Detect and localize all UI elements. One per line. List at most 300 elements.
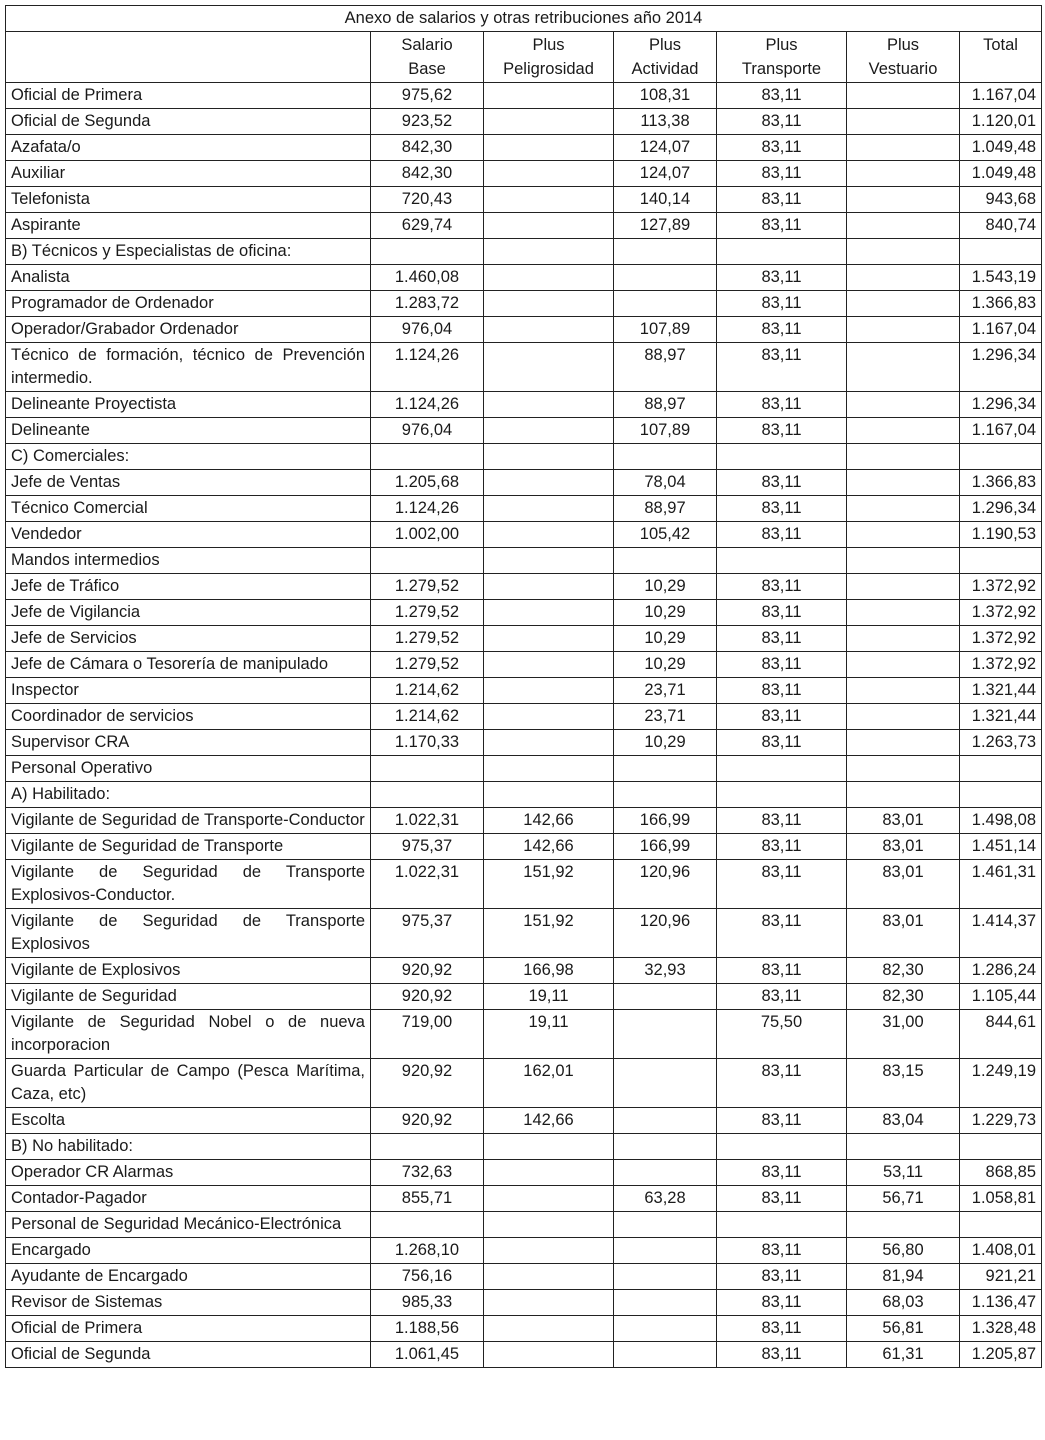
header-category: [6, 32, 371, 83]
salario-base-cell: 1.279,52: [371, 574, 484, 600]
section-row: [6, 548, 1042, 574]
plus-transporte-cell: 83,11: [717, 626, 847, 652]
category-cell: Vigilante de Seguridad: [6, 984, 371, 1010]
plus-vestuario-cell: 83,01: [847, 808, 960, 834]
plus-peligrosidad-cell: [484, 343, 614, 392]
plus-actividad-cell: 10,29: [614, 652, 717, 678]
total-cell: 1.249,19: [960, 1059, 1042, 1108]
plus-vestuario-cell: 56,81: [847, 1316, 960, 1342]
total-cell: 1.296,34: [960, 392, 1042, 418]
plus-vestuario-cell: [847, 109, 960, 135]
salario-base-cell: 720,43: [371, 187, 484, 213]
salario-base-cell: 842,30: [371, 135, 484, 161]
category-cell: Programador de Ordenador: [6, 291, 371, 317]
plus-transporte-cell: 83,11: [717, 213, 847, 239]
plus-transporte-cell: 83,11: [717, 470, 847, 496]
plus-transporte-cell: 83,11: [717, 496, 847, 522]
plus-peligrosidad-cell: [484, 1316, 614, 1342]
total-cell: 1.498,08: [960, 808, 1042, 834]
salario-base-cell: 920,92: [371, 984, 484, 1010]
table-row: [6, 1059, 1042, 1108]
category-cell: Revisor de Sistemas: [6, 1290, 371, 1316]
category-cell: Vigilante de Seguridad Nobel o de nueva incorporacion: [6, 1010, 371, 1059]
plus-peligrosidad-cell: [484, 496, 614, 522]
plus-vestuario-cell: 53,11: [847, 1160, 960, 1186]
plus-actividad-cell: [614, 782, 717, 808]
plus-transporte-cell: 83,11: [717, 652, 847, 678]
plus-peligrosidad-cell: [484, 1264, 614, 1290]
salario-base-cell: 1.022,31: [371, 860, 484, 909]
plus-transporte-cell: 83,11: [717, 909, 847, 958]
salario-base-cell: [371, 444, 484, 470]
plus-transporte-cell: 83,11: [717, 704, 847, 730]
total-cell: 1.058,81: [960, 1186, 1042, 1212]
salario-base-cell: [371, 548, 484, 574]
total-cell: 840,74: [960, 213, 1042, 239]
salario-base-cell: 1.124,26: [371, 392, 484, 418]
total-cell: [960, 548, 1042, 574]
table-row: [6, 109, 1042, 135]
category-cell: Vigilante de Seguridad de Transporte Explosivos: [6, 909, 371, 958]
plus-peligrosidad-cell: [484, 135, 614, 161]
plus-transporte-cell: 83,11: [717, 418, 847, 444]
salario-base-cell: 975,37: [371, 909, 484, 958]
table-row: [6, 392, 1042, 418]
plus-transporte-cell: 83,11: [717, 1342, 847, 1368]
plus-actividad-cell: 127,89: [614, 213, 717, 239]
plus-vestuario-cell: 82,30: [847, 984, 960, 1010]
plus-actividad-cell: 105,42: [614, 522, 717, 548]
salario-base-cell: [371, 1134, 484, 1160]
plus-transporte-cell: 83,11: [717, 1316, 847, 1342]
plus-peligrosidad-cell: [484, 626, 614, 652]
category-cell: Delineante: [6, 418, 371, 444]
table-row: [6, 1186, 1042, 1212]
section-label: Mandos intermedios: [6, 548, 371, 574]
section-label: Personal de Seguridad Mecánico-Electrónica: [6, 1212, 371, 1238]
plus-peligrosidad-cell: [484, 291, 614, 317]
plus-peligrosidad-cell: [484, 678, 614, 704]
plus-vestuario-cell: [847, 574, 960, 600]
plus-peligrosidad-cell: 151,92: [484, 860, 614, 909]
total-cell: 1.296,34: [960, 343, 1042, 392]
table-row: [6, 1264, 1042, 1290]
total-cell: [960, 1212, 1042, 1238]
table-row: [6, 135, 1042, 161]
salario-base-cell: 1.279,52: [371, 626, 484, 652]
plus-transporte-cell: 83,11: [717, 984, 847, 1010]
salario-base-cell: 629,74: [371, 213, 484, 239]
salario-base-cell: 1.022,31: [371, 808, 484, 834]
table-row: [6, 213, 1042, 239]
plus-peligrosidad-cell: [484, 1342, 614, 1368]
plus-actividad-cell: 10,29: [614, 626, 717, 652]
plus-transporte-cell: 83,11: [717, 1160, 847, 1186]
plus-peligrosidad-cell: [484, 704, 614, 730]
section-row: [6, 782, 1042, 808]
section-label: A) Habilitado:: [6, 782, 371, 808]
header-plus-peligrosidad: Plus Peligrosidad: [484, 32, 614, 83]
table-row: [6, 678, 1042, 704]
plus-transporte-cell: 83,11: [717, 1186, 847, 1212]
total-cell: [960, 1134, 1042, 1160]
plus-peligrosidad-cell: [484, 161, 614, 187]
plus-vestuario-cell: [847, 704, 960, 730]
plus-transporte-cell: 83,11: [717, 135, 847, 161]
salario-base-cell: 1.279,52: [371, 600, 484, 626]
total-cell: 1.136,47: [960, 1290, 1042, 1316]
salario-base-cell: 985,33: [371, 1290, 484, 1316]
plus-peligrosidad-cell: [484, 265, 614, 291]
header-total: Total: [960, 32, 1042, 83]
plus-peligrosidad-cell: 142,66: [484, 834, 614, 860]
plus-transporte-cell: 75,50: [717, 1010, 847, 1059]
plus-vestuario-cell: 83,01: [847, 860, 960, 909]
plus-vestuario-cell: [847, 678, 960, 704]
total-cell: [960, 782, 1042, 808]
total-cell: [960, 756, 1042, 782]
plus-transporte-cell: [717, 444, 847, 470]
plus-peligrosidad-cell: [484, 239, 614, 265]
plus-actividad-cell: 23,71: [614, 704, 717, 730]
document-page: [5, 5, 1041, 1368]
total-cell: [960, 239, 1042, 265]
total-cell: 1.167,04: [960, 418, 1042, 444]
total-cell: 1.461,31: [960, 860, 1042, 909]
plus-peligrosidad-cell: [484, 600, 614, 626]
salario-base-cell: 732,63: [371, 1160, 484, 1186]
salario-base-cell: 923,52: [371, 109, 484, 135]
category-cell: Jefe de Tráfico: [6, 574, 371, 600]
plus-actividad-cell: [614, 1010, 717, 1059]
plus-actividad-cell: 10,29: [614, 730, 717, 756]
salario-base-cell: 1.268,10: [371, 1238, 484, 1264]
plus-transporte-cell: 83,11: [717, 1238, 847, 1264]
salario-base-cell: 1.214,62: [371, 704, 484, 730]
salario-base-cell: [371, 756, 484, 782]
plus-actividad-cell: 108,31: [614, 83, 717, 109]
plus-peligrosidad-cell: [484, 109, 614, 135]
total-cell: 1.286,24: [960, 958, 1042, 984]
category-cell: Coordinador de servicios: [6, 704, 371, 730]
table-row: [6, 834, 1042, 860]
plus-vestuario-cell: 83,04: [847, 1108, 960, 1134]
total-cell: 1.414,37: [960, 909, 1042, 958]
section-row: [6, 444, 1042, 470]
plus-peligrosidad-cell: [484, 1134, 614, 1160]
salario-base-cell: 1.279,52: [371, 652, 484, 678]
header-plus-transporte: Plus Transporte: [717, 32, 847, 83]
plus-peligrosidad-cell: [484, 730, 614, 756]
category-cell: Encargado: [6, 1238, 371, 1264]
table-row: [6, 187, 1042, 213]
total-cell: 1.190,53: [960, 522, 1042, 548]
category-cell: Oficial de Segunda: [6, 1342, 371, 1368]
plus-peligrosidad-cell: [484, 1186, 614, 1212]
plus-transporte-cell: 83,11: [717, 730, 847, 756]
plus-actividad-cell: 166,99: [614, 808, 717, 834]
category-cell: Ayudante de Encargado: [6, 1264, 371, 1290]
plus-vestuario-cell: [847, 291, 960, 317]
plus-vestuario-cell: 83,01: [847, 909, 960, 958]
total-cell: 1.328,48: [960, 1316, 1042, 1342]
table-row: [6, 161, 1042, 187]
plus-actividad-cell: 107,89: [614, 317, 717, 343]
total-cell: 1.372,92: [960, 652, 1042, 678]
plus-vestuario-cell: 31,00: [847, 1010, 960, 1059]
plus-transporte-cell: [717, 239, 847, 265]
plus-transporte-cell: [717, 782, 847, 808]
plus-vestuario-cell: [847, 626, 960, 652]
plus-peligrosidad-cell: 142,66: [484, 808, 614, 834]
plus-actividad-cell: [614, 1290, 717, 1316]
plus-vestuario-cell: 68,03: [847, 1290, 960, 1316]
category-cell: Inspector: [6, 678, 371, 704]
plus-transporte-cell: 83,11: [717, 161, 847, 187]
total-cell: 1.321,44: [960, 704, 1042, 730]
plus-actividad-cell: 166,99: [614, 834, 717, 860]
table-row: [6, 1160, 1042, 1186]
salario-base-cell: 719,00: [371, 1010, 484, 1059]
category-cell: Jefe de Ventas: [6, 470, 371, 496]
plus-transporte-cell: 83,11: [717, 860, 847, 909]
total-cell: 1.543,19: [960, 265, 1042, 291]
section-label: B) Técnicos y Especialistas de oficina:: [6, 239, 371, 265]
plus-actividad-cell: 120,96: [614, 860, 717, 909]
plus-peligrosidad-cell: [484, 522, 614, 548]
salario-base-cell: 975,37: [371, 834, 484, 860]
total-cell: 1.451,14: [960, 834, 1042, 860]
table-row: [6, 1010, 1042, 1059]
plus-transporte-cell: [717, 1212, 847, 1238]
plus-peligrosidad-cell: [484, 756, 614, 782]
salario-base-cell: 1.061,45: [371, 1342, 484, 1368]
salario-base-cell: 1.124,26: [371, 343, 484, 392]
category-cell: Aspirante: [6, 213, 371, 239]
plus-peligrosidad-cell: 142,66: [484, 1108, 614, 1134]
total-cell: 1.263,73: [960, 730, 1042, 756]
total-cell: 1.049,48: [960, 161, 1042, 187]
plus-transporte-cell: 83,11: [717, 265, 847, 291]
category-cell: Operador CR Alarmas: [6, 1160, 371, 1186]
category-cell: Jefe de Cámara o Tesorería de manipulado: [6, 652, 371, 678]
plus-transporte-cell: 83,11: [717, 808, 847, 834]
plus-actividad-cell: 140,14: [614, 187, 717, 213]
total-cell: 1.366,83: [960, 291, 1042, 317]
category-cell: Supervisor CRA: [6, 730, 371, 756]
total-cell: 1.229,73: [960, 1108, 1042, 1134]
plus-vestuario-cell: 82,30: [847, 958, 960, 984]
plus-actividad-cell: [614, 1238, 717, 1264]
category-cell: Jefe de Servicios: [6, 626, 371, 652]
table-row: [6, 600, 1042, 626]
salario-base-cell: 1.002,00: [371, 522, 484, 548]
plus-peligrosidad-cell: [484, 83, 614, 109]
plus-peligrosidad-cell: [484, 1212, 614, 1238]
category-cell: Vigilante de Seguridad de Transporte-Conductor: [6, 808, 371, 834]
plus-peligrosidad-cell: 151,92: [484, 909, 614, 958]
plus-vestuario-cell: [847, 756, 960, 782]
total-cell: 868,85: [960, 1160, 1042, 1186]
table-title: Anexo de salarios y otras retribuciones año 2014: [6, 6, 1042, 32]
table-row: [6, 343, 1042, 392]
plus-vestuario-cell: [847, 548, 960, 574]
table-row: [6, 652, 1042, 678]
plus-peligrosidad-cell: [484, 187, 614, 213]
total-cell: 1.049,48: [960, 135, 1042, 161]
plus-transporte-cell: 83,11: [717, 83, 847, 109]
plus-vestuario-cell: [847, 444, 960, 470]
plus-vestuario-cell: [847, 1212, 960, 1238]
table-row: [6, 1238, 1042, 1264]
plus-transporte-cell: [717, 548, 847, 574]
table-row: [6, 83, 1042, 109]
table-row: [6, 496, 1042, 522]
plus-actividad-cell: 63,28: [614, 1186, 717, 1212]
plus-transporte-cell: 83,11: [717, 109, 847, 135]
plus-vestuario-cell: [847, 265, 960, 291]
salario-base-cell: 920,92: [371, 1059, 484, 1108]
category-cell: Analista: [6, 265, 371, 291]
total-cell: 1.408,01: [960, 1238, 1042, 1264]
plus-actividad-cell: 23,71: [614, 678, 717, 704]
plus-vestuario-cell: [847, 470, 960, 496]
table-row: [6, 470, 1042, 496]
plus-actividad-cell: [614, 1212, 717, 1238]
plus-vestuario-cell: [847, 782, 960, 808]
plus-vestuario-cell: [847, 239, 960, 265]
plus-actividad-cell: [614, 1342, 717, 1368]
plus-transporte-cell: 83,11: [717, 574, 847, 600]
plus-peligrosidad-cell: 19,11: [484, 984, 614, 1010]
header-plus-actividad: Plus Actividad: [614, 32, 717, 83]
table-row: [6, 317, 1042, 343]
salario-base-cell: 1.205,68: [371, 470, 484, 496]
plus-transporte-cell: 83,11: [717, 1290, 847, 1316]
header-salario-base: Salario Base: [371, 32, 484, 83]
plus-actividad-cell: 78,04: [614, 470, 717, 496]
table-row: [6, 522, 1042, 548]
plus-transporte-cell: 83,11: [717, 1264, 847, 1290]
plus-vestuario-cell: [847, 522, 960, 548]
plus-peligrosidad-cell: [484, 1290, 614, 1316]
table-row: [6, 704, 1042, 730]
category-cell: Vendedor: [6, 522, 371, 548]
category-cell: Jefe de Vigilancia: [6, 600, 371, 626]
salario-base-cell: 1.188,56: [371, 1316, 484, 1342]
table-row: [6, 984, 1042, 1010]
category-cell: Escolta: [6, 1108, 371, 1134]
plus-actividad-cell: 88,97: [614, 392, 717, 418]
section-label: B) No habilitado:: [6, 1134, 371, 1160]
plus-actividad-cell: [614, 756, 717, 782]
table-row: [6, 1290, 1042, 1316]
plus-vestuario-cell: 83,01: [847, 834, 960, 860]
plus-vestuario-cell: [847, 600, 960, 626]
category-cell: Operador/Grabador Ordenador: [6, 317, 371, 343]
table-row: [6, 626, 1042, 652]
plus-actividad-cell: [614, 444, 717, 470]
plus-vestuario-cell: 81,94: [847, 1264, 960, 1290]
plus-transporte-cell: 83,11: [717, 1059, 847, 1108]
plus-vestuario-cell: [847, 1134, 960, 1160]
salario-base-cell: 976,04: [371, 317, 484, 343]
plus-peligrosidad-cell: [484, 652, 614, 678]
salary-table: [5, 5, 1042, 1368]
plus-vestuario-cell: [847, 418, 960, 444]
salario-base-cell: 975,62: [371, 83, 484, 109]
total-cell: 1.366,83: [960, 470, 1042, 496]
header-plus-vestuario: Plus Vestuario: [847, 32, 960, 83]
plus-peligrosidad-cell: 19,11: [484, 1010, 614, 1059]
section-row: [6, 239, 1042, 265]
category-cell: Contador-Pagador: [6, 1186, 371, 1212]
salario-base-cell: 855,71: [371, 1186, 484, 1212]
plus-vestuario-cell: [847, 652, 960, 678]
plus-vestuario-cell: [847, 496, 960, 522]
plus-peligrosidad-cell: [484, 548, 614, 574]
table-row: [6, 808, 1042, 834]
table-row: [6, 1342, 1042, 1368]
plus-vestuario-cell: 83,15: [847, 1059, 960, 1108]
plus-peligrosidad-cell: [484, 213, 614, 239]
salario-base-cell: 976,04: [371, 418, 484, 444]
plus-actividad-cell: 124,07: [614, 135, 717, 161]
plus-transporte-cell: [717, 756, 847, 782]
plus-vestuario-cell: [847, 135, 960, 161]
plus-actividad-cell: 32,93: [614, 958, 717, 984]
plus-peligrosidad-cell: [484, 782, 614, 808]
category-cell: Oficial de Primera: [6, 1316, 371, 1342]
table-row: [6, 1316, 1042, 1342]
plus-actividad-cell: [614, 1108, 717, 1134]
salario-base-cell: 842,30: [371, 161, 484, 187]
salario-base-cell: 920,92: [371, 958, 484, 984]
plus-transporte-cell: 83,11: [717, 600, 847, 626]
plus-transporte-cell: 83,11: [717, 834, 847, 860]
plus-actividad-cell: [614, 1316, 717, 1342]
table-row: [6, 291, 1042, 317]
plus-actividad-cell: 107,89: [614, 418, 717, 444]
plus-peligrosidad-cell: 166,98: [484, 958, 614, 984]
category-cell: Vigilante de Seguridad de Transporte: [6, 834, 371, 860]
plus-actividad-cell: [614, 1264, 717, 1290]
category-cell: Guarda Particular de Campo (Pesca Marítima, Caza, etc): [6, 1059, 371, 1108]
plus-actividad-cell: 88,97: [614, 496, 717, 522]
category-cell: Técnico Comercial: [6, 496, 371, 522]
plus-vestuario-cell: [847, 83, 960, 109]
plus-peligrosidad-cell: [484, 574, 614, 600]
plus-vestuario-cell: 56,71: [847, 1186, 960, 1212]
plus-vestuario-cell: [847, 392, 960, 418]
section-label: Personal Operativo: [6, 756, 371, 782]
salario-base-cell: 1.460,08: [371, 265, 484, 291]
plus-vestuario-cell: [847, 187, 960, 213]
table-row: [6, 860, 1042, 909]
salario-base-cell: [371, 1212, 484, 1238]
total-cell: 1.205,87: [960, 1342, 1042, 1368]
category-cell: Delineante Proyectista: [6, 392, 371, 418]
salario-base-cell: 756,16: [371, 1264, 484, 1290]
salario-base-cell: 1.214,62: [371, 678, 484, 704]
plus-actividad-cell: 120,96: [614, 909, 717, 958]
plus-vestuario-cell: [847, 161, 960, 187]
category-cell: Telefonista: [6, 187, 371, 213]
plus-peligrosidad-cell: [484, 1160, 614, 1186]
plus-peligrosidad-cell: [484, 392, 614, 418]
salario-base-cell: 1.124,26: [371, 496, 484, 522]
table-row: [6, 574, 1042, 600]
